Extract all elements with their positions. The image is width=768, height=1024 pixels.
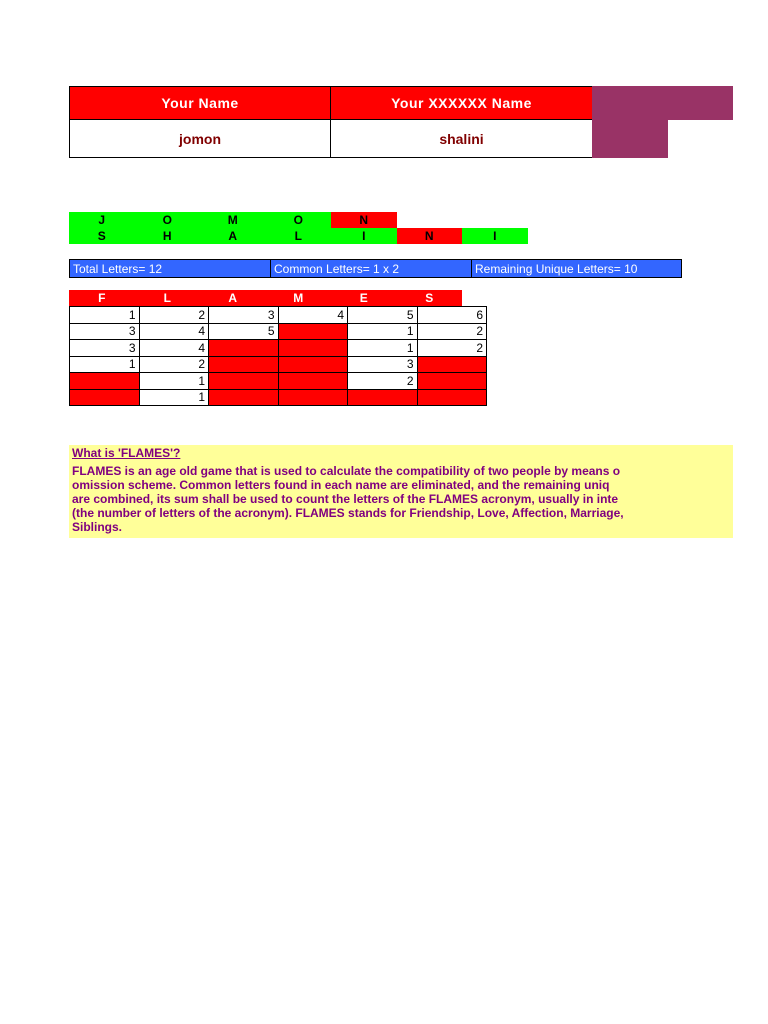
- flames-cell: 6: [417, 306, 488, 324]
- flames-cell: 4: [139, 323, 210, 341]
- flames-cell: 3: [69, 339, 140, 357]
- flames-cell: 1: [347, 339, 418, 357]
- flames-header-cell: F: [69, 290, 135, 306]
- flames-cell: 5: [208, 323, 279, 341]
- info-title: What is 'FLAMES'?: [72, 446, 181, 460]
- name-letter-unique: O: [135, 212, 201, 228]
- flames-cell-eliminated: [278, 323, 349, 341]
- flames-header-cell: M: [266, 290, 332, 306]
- flames-cell: 2: [139, 306, 210, 324]
- flames-cell-eliminated: [69, 372, 140, 390]
- flames-cell: 2: [347, 372, 418, 390]
- common-letters: Common Letters= 1 x 2: [270, 259, 472, 278]
- flames-header-cell: A: [200, 290, 266, 306]
- name-letter-unique: O: [266, 212, 332, 228]
- flames-row: [69, 356, 487, 374]
- name-letter-unique: H: [135, 228, 201, 244]
- your-name-header: Your Name: [69, 86, 331, 120]
- flames-cell: 1: [139, 372, 210, 390]
- flames-cell: 3: [69, 323, 140, 341]
- info-line: omission scheme. Common letters found in each name are eliminated, and the remaining uniq: [72, 478, 610, 492]
- info-text: [72, 464, 668, 534]
- flames-cell: 4: [278, 306, 349, 324]
- flames-row: [69, 389, 487, 407]
- remaining-letters: Remaining Unique Letters= 10: [471, 259, 682, 278]
- name-letter-unique: M: [200, 212, 266, 228]
- name2-letters-row: [69, 228, 528, 244]
- flames-cell: 2: [417, 323, 488, 341]
- flames-cell-eliminated: [417, 356, 488, 374]
- flames-row: [69, 323, 487, 341]
- flames-header-cell: E: [331, 290, 397, 306]
- purple-block-top: [592, 86, 733, 120]
- name1-letters-row: [69, 212, 397, 228]
- info-line: (the number of letters of the acronym). FLAMES stands for Friendship, Love, Affection, Marriage,: [72, 506, 624, 520]
- name-letter-unique: I: [462, 228, 528, 244]
- flames-row: [69, 306, 487, 324]
- total-letters: Total Letters= 12: [69, 259, 271, 278]
- flames-cell-eliminated: [208, 372, 279, 390]
- summary-bar: [69, 259, 682, 278]
- flames-row: [69, 339, 487, 357]
- purple-block-bottom: [592, 119, 668, 158]
- flames-cell-eliminated: [278, 372, 349, 390]
- name-letter-unique: I: [331, 228, 397, 244]
- flames-row: [69, 372, 487, 390]
- flames-cell-eliminated: [208, 356, 279, 374]
- flames-cell-eliminated: [347, 389, 418, 407]
- flames-cell: 4: [139, 339, 210, 357]
- name-letter-unique: L: [266, 228, 332, 244]
- flames-header-cell: S: [397, 290, 463, 306]
- flames-cell-eliminated: [417, 372, 488, 390]
- name-letter-common: N: [397, 228, 463, 244]
- partner-name-field[interactable]: shalini: [330, 119, 593, 158]
- info-line: FLAMES is an age old game that is used to calculate the compatibility of two people by means o: [72, 464, 621, 478]
- flames-cell-eliminated: [208, 389, 279, 407]
- flames-info-box: [69, 445, 733, 538]
- flames-cell: 1: [69, 306, 140, 324]
- partner-name-header: Your XXXXXX Name: [330, 86, 593, 120]
- flames-cell-eliminated: [278, 356, 349, 374]
- flames-cell: 1: [69, 356, 140, 374]
- name-letter-unique: A: [200, 228, 266, 244]
- flames-header-row: [69, 290, 487, 306]
- info-line: are combined, its sum shall be used to count the letters of the FLAMES acronym, usually in inte: [72, 492, 619, 506]
- flames-cell-eliminated: [278, 339, 349, 357]
- flames-cell-eliminated: [208, 339, 279, 357]
- flames-cell: 1: [347, 323, 418, 341]
- flames-cell: 5: [347, 306, 418, 324]
- flames-cell: 3: [347, 356, 418, 374]
- flames-cell: 3: [208, 306, 279, 324]
- flames-cell-eliminated: [417, 389, 488, 407]
- name-letter-unique: S: [69, 228, 135, 244]
- flames-body: [69, 306, 487, 406]
- flames-cell: 2: [417, 339, 488, 357]
- flames-cell-eliminated: [69, 389, 140, 407]
- info-line: Siblings.: [72, 520, 123, 534]
- flames-cell: 1: [139, 389, 210, 407]
- flames-table: [69, 290, 487, 406]
- flames-cell: 2: [139, 356, 210, 374]
- name-letter-common: N: [331, 212, 397, 228]
- flames-header-cell: L: [135, 290, 201, 306]
- flames-cell-eliminated: [278, 389, 349, 407]
- your-name-field[interactable]: jomon: [69, 119, 331, 158]
- name-letter-unique: J: [69, 212, 135, 228]
